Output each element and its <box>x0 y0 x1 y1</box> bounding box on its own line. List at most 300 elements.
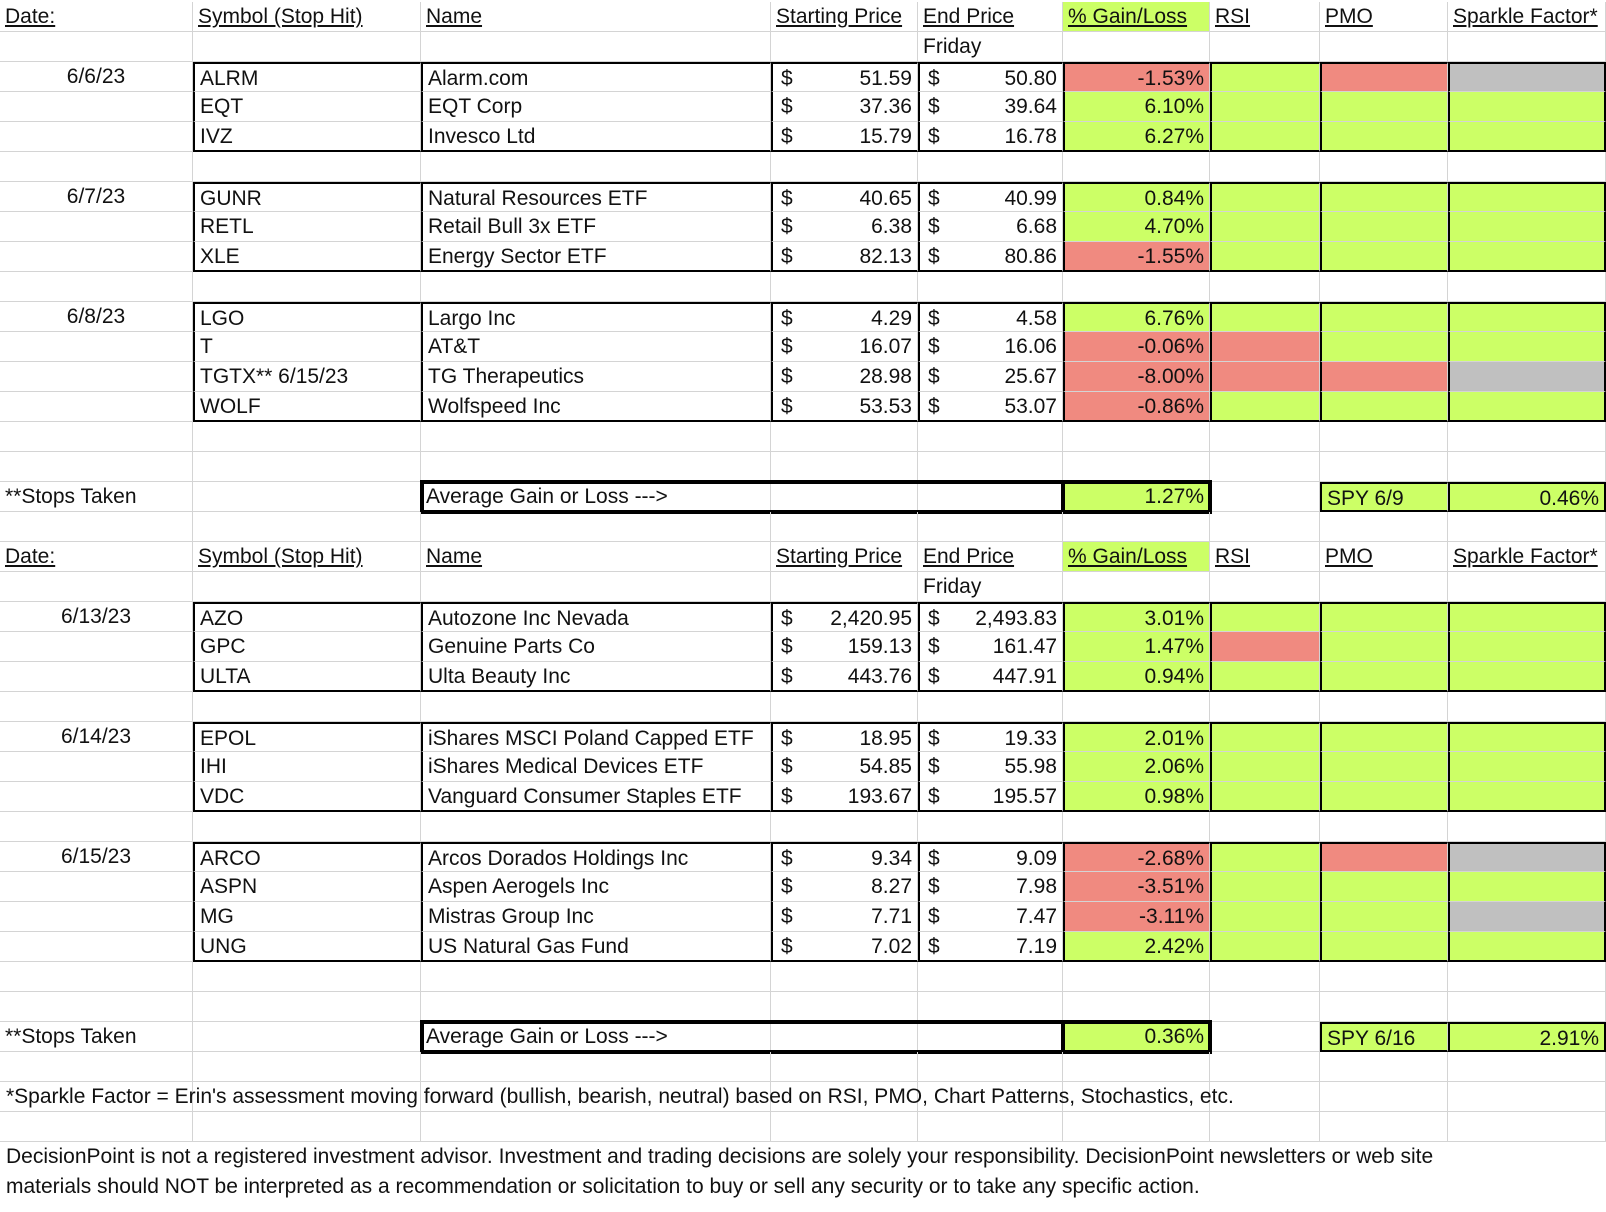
end-price-cell[interactable] <box>918 392 1063 422</box>
gain-loss-cell[interactable]: 3.01% <box>1063 602 1210 632</box>
rsi-status-cell[interactable] <box>1210 92 1320 122</box>
spy-value[interactable]: 2.91% <box>1448 1022 1606 1052</box>
empty-cell[interactable] <box>1320 572 1448 602</box>
empty-cell[interactable] <box>1210 962 1320 992</box>
column-header-sparkle[interactable]: Sparkle Factor* <box>1448 2 1606 32</box>
sparkle-status-cell[interactable] <box>1448 212 1606 242</box>
pmo-status-cell[interactable] <box>1320 872 1448 902</box>
pmo-status-cell[interactable] <box>1320 602 1448 632</box>
empty-cell[interactable] <box>0 572 193 602</box>
empty-cell[interactable] <box>918 512 1063 542</box>
empty-cell[interactable] <box>0 362 193 392</box>
pmo-status-cell[interactable] <box>1320 902 1448 932</box>
end-price-cell[interactable] <box>918 632 1063 662</box>
empty-cell[interactable] <box>771 692 918 722</box>
symbol-cell[interactable]: ALRM <box>193 62 421 92</box>
gain-loss-cell[interactable]: 0.94% <box>1063 662 1210 692</box>
empty-cell[interactable] <box>771 512 918 542</box>
empty-cell[interactable] <box>1320 512 1448 542</box>
empty-cell[interactable] <box>771 572 918 602</box>
sparkle-status-cell[interactable] <box>1448 662 1606 692</box>
symbol-cell[interactable]: IVZ <box>193 122 421 152</box>
empty-cell[interactable] <box>193 572 421 602</box>
empty-cell[interactable] <box>771 1112 918 1142</box>
empty-cell[interactable] <box>421 812 771 842</box>
rsi-status-cell[interactable] <box>1210 182 1320 212</box>
pmo-status-cell[interactable] <box>1320 932 1448 962</box>
pmo-status-cell[interactable] <box>1320 752 1448 782</box>
name-cell[interactable]: TG Therapeutics <box>421 362 771 392</box>
start-price-cell[interactable] <box>771 602 918 632</box>
empty-cell[interactable] <box>1320 152 1448 182</box>
empty-cell[interactable] <box>1063 452 1210 482</box>
empty-cell[interactable] <box>771 992 918 1022</box>
rsi-status-cell[interactable] <box>1210 392 1320 422</box>
rsi-status-cell[interactable] <box>1210 932 1320 962</box>
empty-cell[interactable] <box>1210 152 1320 182</box>
pmo-status-cell[interactable] <box>1320 782 1448 812</box>
gain-loss-cell[interactable]: 4.70% <box>1063 212 1210 242</box>
column-header-date[interactable]: Date: <box>0 542 193 572</box>
empty-cell[interactable] <box>193 512 421 542</box>
symbol-cell[interactable]: GUNR <box>193 182 421 212</box>
pmo-status-cell[interactable] <box>1320 212 1448 242</box>
average-label[interactable]: Average Gain or Loss ---> <box>421 482 771 512</box>
empty-cell[interactable] <box>1320 1052 1448 1082</box>
empty-cell[interactable] <box>421 1052 771 1082</box>
empty-cell[interactable] <box>1448 272 1606 302</box>
start-price-cell[interactable] <box>771 662 918 692</box>
sparkle-status-cell[interactable] <box>1448 632 1606 662</box>
empty-cell[interactable] <box>421 692 771 722</box>
empty-cell[interactable] <box>1063 32 1210 62</box>
group-date[interactable]: 6/13/23 <box>0 602 193 632</box>
empty-cell[interactable] <box>1448 452 1606 482</box>
empty-cell[interactable] <box>1063 1112 1210 1142</box>
column-header-start[interactable]: Starting Price <box>771 542 918 572</box>
empty-cell[interactable] <box>421 422 771 452</box>
end-price-cell[interactable] <box>918 212 1063 242</box>
sparkle-status-cell[interactable] <box>1448 872 1606 902</box>
start-price-cell[interactable] <box>771 122 918 152</box>
empty-cell[interactable] <box>0 812 193 842</box>
start-price-cell[interactable] <box>771 62 918 92</box>
name-cell[interactable]: Aspen Aerogels Inc <box>421 872 771 902</box>
empty-cell[interactable] <box>771 152 918 182</box>
name-cell[interactable]: Vanguard Consumer Staples ETF <box>421 782 771 812</box>
empty-cell[interactable] <box>0 932 193 962</box>
pmo-status-cell[interactable] <box>1320 362 1448 392</box>
empty-cell[interactable] <box>421 32 771 62</box>
empty-cell[interactable] <box>1448 1082 1606 1112</box>
pmo-status-cell[interactable] <box>1320 62 1448 92</box>
start-price-cell[interactable] <box>771 182 918 212</box>
empty-cell[interactable] <box>193 692 421 722</box>
empty-cell[interactable] <box>0 1112 193 1142</box>
empty-cell[interactable] <box>918 1052 1063 1082</box>
empty-cell[interactable] <box>918 272 1063 302</box>
pmo-status-cell[interactable] <box>1320 302 1448 332</box>
start-price-cell[interactable] <box>771 362 918 392</box>
empty-cell[interactable] <box>0 632 193 662</box>
empty-cell[interactable] <box>1448 812 1606 842</box>
empty-cell[interactable] <box>1448 32 1606 62</box>
symbol-cell[interactable]: EPOL <box>193 722 421 752</box>
column-header-gain[interactable]: % Gain/Loss <box>1063 2 1210 32</box>
empty-cell[interactable] <box>918 692 1063 722</box>
rsi-status-cell[interactable] <box>1210 632 1320 662</box>
column-header-name[interactable]: Name <box>421 2 771 32</box>
gain-loss-cell[interactable]: 1.47% <box>1063 632 1210 662</box>
empty-cell[interactable] <box>918 482 1063 512</box>
end-price-cell[interactable] <box>918 62 1063 92</box>
empty-cell[interactable] <box>193 152 421 182</box>
sparkle-status-cell[interactable] <box>1448 242 1606 272</box>
name-cell[interactable]: Autozone Inc Nevada <box>421 602 771 632</box>
group-date[interactable]: 6/7/23 <box>0 182 193 212</box>
empty-cell[interactable] <box>421 452 771 482</box>
name-cell[interactable]: US Natural Gas Fund <box>421 932 771 962</box>
name-cell[interactable]: Largo Inc <box>421 302 771 332</box>
pmo-status-cell[interactable] <box>1320 92 1448 122</box>
column-header-sparkle[interactable]: Sparkle Factor* <box>1448 542 1606 572</box>
symbol-cell[interactable]: EQT <box>193 92 421 122</box>
empty-cell[interactable] <box>1063 512 1210 542</box>
start-price-cell[interactable] <box>771 932 918 962</box>
empty-cell[interactable] <box>193 482 421 512</box>
pmo-status-cell[interactable] <box>1320 332 1448 362</box>
empty-cell[interactable] <box>0 422 193 452</box>
empty-cell[interactable] <box>1063 272 1210 302</box>
empty-cell[interactable] <box>0 992 193 1022</box>
end-price-cell[interactable] <box>918 182 1063 212</box>
spy-label[interactable]: SPY 6/16 <box>1320 1022 1448 1052</box>
symbol-cell[interactable]: ULTA <box>193 662 421 692</box>
sparkle-status-cell[interactable] <box>1448 902 1606 932</box>
empty-cell[interactable] <box>771 962 918 992</box>
empty-cell[interactable] <box>1210 812 1320 842</box>
empty-cell[interactable] <box>1210 272 1320 302</box>
gain-loss-cell[interactable]: 2.01% <box>1063 722 1210 752</box>
rsi-status-cell[interactable] <box>1210 782 1320 812</box>
spy-value[interactable]: 0.46% <box>1448 482 1606 512</box>
gain-loss-cell[interactable]: 2.06% <box>1063 752 1210 782</box>
empty-cell[interactable] <box>918 152 1063 182</box>
end-price-cell[interactable] <box>918 362 1063 392</box>
empty-cell[interactable] <box>1448 962 1606 992</box>
empty-cell[interactable] <box>1210 1052 1320 1082</box>
name-cell[interactable]: Mistras Group Inc <box>421 902 771 932</box>
empty-cell[interactable] <box>193 272 421 302</box>
empty-cell[interactable] <box>1448 572 1606 602</box>
symbol-cell[interactable]: ASPN <box>193 872 421 902</box>
empty-cell[interactable] <box>1210 452 1320 482</box>
empty-cell[interactable] <box>1063 812 1210 842</box>
end-price-cell[interactable] <box>918 122 1063 152</box>
average-label[interactable]: Average Gain or Loss ---> <box>421 1022 771 1052</box>
start-price-cell[interactable] <box>771 332 918 362</box>
column-header-rsi[interactable]: RSI <box>1210 542 1320 572</box>
empty-cell[interactable] <box>771 452 918 482</box>
start-price-cell[interactable] <box>771 782 918 812</box>
empty-cell[interactable] <box>0 392 193 422</box>
gain-loss-cell[interactable]: -3.51% <box>1063 872 1210 902</box>
column-header-pmo[interactable]: PMO <box>1320 2 1448 32</box>
stops-taken-label[interactable]: **Stops Taken <box>0 1022 193 1052</box>
empty-cell[interactable] <box>0 902 193 932</box>
end-price-cell[interactable] <box>918 752 1063 782</box>
start-price-cell[interactable] <box>771 722 918 752</box>
end-price-cell[interactable] <box>918 662 1063 692</box>
empty-cell[interactable] <box>1320 452 1448 482</box>
empty-cell[interactable] <box>1320 272 1448 302</box>
empty-cell[interactable] <box>1063 992 1210 1022</box>
end-price-cell[interactable] <box>918 902 1063 932</box>
symbol-cell[interactable]: TGTX** 6/15/23 <box>193 362 421 392</box>
empty-cell[interactable] <box>1448 692 1606 722</box>
sparkle-status-cell[interactable] <box>1448 842 1606 872</box>
empty-cell[interactable] <box>193 452 421 482</box>
group-date[interactable]: 6/8/23 <box>0 302 193 332</box>
empty-cell[interactable] <box>1448 1052 1606 1082</box>
gain-loss-cell[interactable]: -0.06% <box>1063 332 1210 362</box>
column-header-name[interactable]: Name <box>421 542 771 572</box>
symbol-cell[interactable]: WOLF <box>193 392 421 422</box>
empty-cell[interactable] <box>421 512 771 542</box>
gain-loss-cell[interactable]: -0.86% <box>1063 392 1210 422</box>
empty-cell[interactable] <box>193 422 421 452</box>
empty-cell[interactable] <box>1210 692 1320 722</box>
name-cell[interactable]: Ulta Beauty Inc <box>421 662 771 692</box>
empty-cell[interactable] <box>193 1112 421 1142</box>
symbol-cell[interactable]: UNG <box>193 932 421 962</box>
empty-cell[interactable] <box>421 572 771 602</box>
pmo-status-cell[interactable] <box>1320 122 1448 152</box>
average-value[interactable]: 1.27% <box>1063 482 1210 512</box>
pmo-status-cell[interactable] <box>1320 182 1448 212</box>
rsi-status-cell[interactable] <box>1210 242 1320 272</box>
rsi-status-cell[interactable] <box>1210 602 1320 632</box>
column-header-gain[interactable]: % Gain/Loss <box>1063 542 1210 572</box>
symbol-cell[interactable]: LGO <box>193 302 421 332</box>
pmo-status-cell[interactable] <box>1320 722 1448 752</box>
empty-cell[interactable] <box>1210 422 1320 452</box>
empty-cell[interactable] <box>1063 572 1210 602</box>
average-value[interactable]: 0.36% <box>1063 1022 1210 1052</box>
empty-cell[interactable] <box>918 422 1063 452</box>
end-price-cell[interactable] <box>918 92 1063 122</box>
column-header-pmo[interactable]: PMO <box>1320 542 1448 572</box>
column-header-symbol[interactable]: Symbol (Stop Hit) <box>193 2 421 32</box>
start-price-cell[interactable] <box>771 872 918 902</box>
end-price-cell[interactable] <box>918 722 1063 752</box>
empty-cell[interactable] <box>918 962 1063 992</box>
symbol-cell[interactable]: ARCO <box>193 842 421 872</box>
empty-cell[interactable] <box>1320 422 1448 452</box>
empty-cell[interactable] <box>0 872 193 902</box>
empty-cell[interactable] <box>0 962 193 992</box>
end-price-cell[interactable] <box>918 932 1063 962</box>
name-cell[interactable]: Arcos Dorados Holdings Inc <box>421 842 771 872</box>
empty-cell[interactable] <box>771 1022 918 1052</box>
name-cell[interactable]: Alarm.com <box>421 62 771 92</box>
empty-cell[interactable] <box>1063 422 1210 452</box>
start-price-cell[interactable] <box>771 902 918 932</box>
gain-loss-cell[interactable]: -8.00% <box>1063 362 1210 392</box>
sparkle-status-cell[interactable] <box>1448 182 1606 212</box>
name-cell[interactable]: iShares Medical Devices ETF <box>421 752 771 782</box>
end-price-subheader[interactable]: Friday <box>918 32 1063 62</box>
pmo-status-cell[interactable] <box>1320 392 1448 422</box>
symbol-cell[interactable]: VDC <box>193 782 421 812</box>
symbol-cell[interactable]: AZO <box>193 602 421 632</box>
empty-cell[interactable] <box>0 512 193 542</box>
gain-loss-cell[interactable]: 2.42% <box>1063 932 1210 962</box>
pmo-status-cell[interactable] <box>1320 632 1448 662</box>
empty-cell[interactable] <box>1448 512 1606 542</box>
empty-cell[interactable] <box>771 422 918 452</box>
gain-loss-cell[interactable]: 6.10% <box>1063 92 1210 122</box>
column-header-end[interactable]: End Price <box>918 2 1063 32</box>
sparkle-status-cell[interactable] <box>1448 302 1606 332</box>
empty-cell[interactable] <box>0 782 193 812</box>
empty-cell[interactable] <box>193 1022 421 1052</box>
column-header-rsi[interactable]: RSI <box>1210 2 1320 32</box>
start-price-cell[interactable] <box>771 212 918 242</box>
empty-cell[interactable] <box>193 962 421 992</box>
rsi-status-cell[interactable] <box>1210 302 1320 332</box>
rsi-status-cell[interactable] <box>1210 212 1320 242</box>
gain-loss-cell[interactable]: 6.76% <box>1063 302 1210 332</box>
symbol-cell[interactable]: GPC <box>193 632 421 662</box>
empty-cell[interactable] <box>1320 812 1448 842</box>
sparkle-status-cell[interactable] <box>1448 332 1606 362</box>
sparkle-status-cell[interactable] <box>1448 722 1606 752</box>
empty-cell[interactable] <box>771 32 918 62</box>
sparkle-status-cell[interactable] <box>1448 602 1606 632</box>
empty-cell[interactable] <box>0 272 193 302</box>
sparkle-status-cell[interactable] <box>1448 122 1606 152</box>
empty-cell[interactable] <box>0 752 193 782</box>
gain-loss-cell[interactable]: -1.53% <box>1063 62 1210 92</box>
spy-label[interactable]: SPY 6/9 <box>1320 482 1448 512</box>
empty-cell[interactable] <box>1210 482 1320 512</box>
pmo-status-cell[interactable] <box>1320 662 1448 692</box>
empty-cell[interactable] <box>193 32 421 62</box>
gain-loss-cell[interactable]: -2.68% <box>1063 842 1210 872</box>
empty-cell[interactable] <box>1210 1112 1320 1142</box>
empty-cell[interactable] <box>1320 962 1448 992</box>
gain-loss-cell[interactable]: -1.55% <box>1063 242 1210 272</box>
empty-cell[interactable] <box>421 992 771 1022</box>
empty-cell[interactable] <box>918 1112 1063 1142</box>
empty-cell[interactable] <box>0 452 193 482</box>
empty-cell[interactable] <box>1320 1112 1448 1142</box>
empty-cell[interactable] <box>0 1052 193 1082</box>
start-price-cell[interactable] <box>771 242 918 272</box>
rsi-status-cell[interactable] <box>1210 752 1320 782</box>
empty-cell[interactable] <box>918 992 1063 1022</box>
empty-cell[interactable] <box>771 482 918 512</box>
pmo-status-cell[interactable] <box>1320 842 1448 872</box>
empty-cell[interactable] <box>771 272 918 302</box>
empty-cell[interactable] <box>0 92 193 122</box>
empty-cell[interactable] <box>1448 422 1606 452</box>
empty-cell[interactable] <box>1320 692 1448 722</box>
empty-cell[interactable] <box>1320 992 1448 1022</box>
rsi-status-cell[interactable] <box>1210 662 1320 692</box>
empty-cell[interactable] <box>421 272 771 302</box>
rsi-status-cell[interactable] <box>1210 62 1320 92</box>
name-cell[interactable]: AT&T <box>421 332 771 362</box>
sparkle-status-cell[interactable] <box>1448 782 1606 812</box>
empty-cell[interactable] <box>1063 692 1210 722</box>
start-price-cell[interactable] <box>771 752 918 782</box>
empty-cell[interactable] <box>1063 1052 1210 1082</box>
stops-taken-label[interactable]: **Stops Taken <box>0 482 193 512</box>
empty-cell[interactable] <box>193 1052 421 1082</box>
sparkle-status-cell[interactable] <box>1448 92 1606 122</box>
rsi-status-cell[interactable] <box>1210 902 1320 932</box>
empty-cell[interactable] <box>918 812 1063 842</box>
symbol-cell[interactable]: IHI <box>193 752 421 782</box>
end-price-cell[interactable] <box>918 872 1063 902</box>
sparkle-status-cell[interactable] <box>1448 362 1606 392</box>
sparkle-status-cell[interactable] <box>1448 932 1606 962</box>
group-date[interactable]: 6/15/23 <box>0 842 193 872</box>
empty-cell[interactable] <box>1448 152 1606 182</box>
column-header-symbol[interactable]: Symbol (Stop Hit) <box>193 542 421 572</box>
empty-cell[interactable] <box>193 992 421 1022</box>
empty-cell[interactable] <box>1210 1022 1320 1052</box>
rsi-status-cell[interactable] <box>1210 122 1320 152</box>
end-price-cell[interactable] <box>918 302 1063 332</box>
empty-cell[interactable] <box>1210 572 1320 602</box>
empty-cell[interactable] <box>1210 992 1320 1022</box>
name-cell[interactable]: Wolfspeed Inc <box>421 392 771 422</box>
pmo-status-cell[interactable] <box>1320 242 1448 272</box>
empty-cell[interactable] <box>0 212 193 242</box>
rsi-status-cell[interactable] <box>1210 722 1320 752</box>
rsi-status-cell[interactable] <box>1210 842 1320 872</box>
end-price-cell[interactable] <box>918 242 1063 272</box>
column-header-end[interactable]: End Price <box>918 542 1063 572</box>
empty-cell[interactable] <box>0 692 193 722</box>
empty-cell[interactable] <box>918 1022 1063 1052</box>
end-price-cell[interactable] <box>918 332 1063 362</box>
empty-cell[interactable] <box>1210 32 1320 62</box>
name-cell[interactable]: Retail Bull 3x ETF <box>421 212 771 242</box>
empty-cell[interactable] <box>0 152 193 182</box>
end-price-cell[interactable] <box>918 602 1063 632</box>
sparkle-status-cell[interactable] <box>1448 392 1606 422</box>
column-header-date[interactable]: Date: <box>0 2 193 32</box>
name-cell[interactable]: Genuine Parts Co <box>421 632 771 662</box>
empty-cell[interactable] <box>421 962 771 992</box>
empty-cell[interactable] <box>918 452 1063 482</box>
rsi-status-cell[interactable] <box>1210 362 1320 392</box>
gain-loss-cell[interactable]: 6.27% <box>1063 122 1210 152</box>
end-price-cell[interactable] <box>918 782 1063 812</box>
empty-cell[interactable] <box>421 152 771 182</box>
symbol-cell[interactable]: RETL <box>193 212 421 242</box>
empty-cell[interactable] <box>1063 962 1210 992</box>
empty-cell[interactable] <box>0 662 193 692</box>
symbol-cell[interactable]: MG <box>193 902 421 932</box>
start-price-cell[interactable] <box>771 842 918 872</box>
start-price-cell[interactable] <box>771 92 918 122</box>
group-date[interactable]: 6/6/23 <box>0 62 193 92</box>
